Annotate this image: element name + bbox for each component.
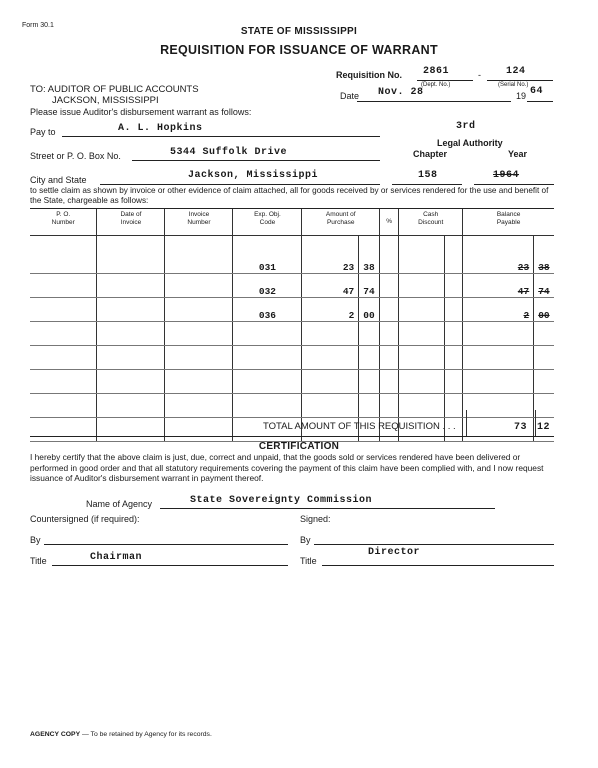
discount-cents-cell: [444, 298, 462, 322]
date-of-invoice-cell: [97, 370, 165, 394]
legal-authority-value: 3rd: [456, 121, 476, 132]
amount-dollars-cell: [302, 370, 359, 394]
po-number-cell: [30, 370, 97, 394]
claims-table: [30, 209, 554, 442]
date-of-invoice-cell: [97, 236, 165, 274]
exp-obj-code-cell: [233, 346, 302, 370]
table-row: [30, 236, 554, 274]
city-value: Jackson, Mississippi: [188, 170, 319, 181]
year-prefix: 19: [516, 91, 527, 101]
invoice-number-cell: [165, 298, 233, 322]
by-label-left: By: [30, 535, 41, 545]
pay-to-value: A. L. Hopkins: [118, 123, 203, 134]
total-label: TOTAL AMOUNT OF THIS REQUISITION . . .: [263, 421, 456, 432]
invoice-number-cell: [165, 418, 233, 442]
countersigned-label: Countersigned (if required):: [30, 514, 140, 524]
requisition-label: Requisition No.: [336, 70, 402, 80]
po-number-cell: [30, 274, 97, 298]
table-row: [30, 274, 554, 298]
amount-dollars-cell: 2: [302, 298, 359, 322]
po-number-cell: [30, 298, 97, 322]
right-title-value: Director: [368, 547, 421, 558]
total-cents: 12: [537, 422, 551, 433]
amount-cents-cell: 38: [359, 236, 380, 274]
col-amount-of-purchase: Amount of Purchase: [302, 209, 380, 236]
chapter-value: 158: [418, 170, 438, 181]
amount-dollars-cell: [302, 346, 359, 370]
percent-cell: [379, 236, 398, 274]
state-title: STATE OF MISSISSIPPI: [240, 26, 358, 37]
balance-dollars-cell: [463, 394, 534, 418]
date-of-invoice-cell: [97, 298, 165, 322]
percent-cell: [379, 274, 398, 298]
title-label-left: Title: [30, 556, 47, 566]
to-line1: TO: AUDITOR OF PUBLIC ACCOUNTS: [30, 84, 199, 95]
dept-label: (Dept. No.): [421, 82, 451, 88]
exp-obj-code-cell: 031: [233, 236, 302, 274]
table-row: [30, 370, 554, 394]
balance-cents-cell: 38: [534, 236, 554, 274]
discount-dollars-cell: [399, 236, 445, 274]
po-number-cell: [30, 236, 97, 274]
discount-cents-cell: [444, 394, 462, 418]
discount-cents-cell: [444, 236, 462, 274]
discount-cents-cell: [444, 322, 462, 346]
balance-cents-cell: [534, 370, 554, 394]
discount-cents-cell: [444, 346, 462, 370]
col-exp-obj-code: Exp. Obj. Code: [233, 209, 302, 236]
year-suffix: 64: [530, 86, 544, 97]
exp-obj-code-cell: [233, 394, 302, 418]
po-number-cell: [30, 346, 97, 370]
balance-dollars-cell: 47: [463, 274, 534, 298]
exp-obj-code-cell: 032: [233, 274, 302, 298]
street-label: Street or P. O. Box No.: [30, 151, 121, 161]
balance-cents-cell: [534, 322, 554, 346]
col-date-of-invoice: Date of Invoice: [97, 209, 165, 236]
amount-dollars-cell: [302, 322, 359, 346]
discount-dollars-cell: [399, 346, 445, 370]
col-cash-discount: Cash Discount: [399, 209, 463, 236]
form-number: Form 30.1: [22, 22, 54, 29]
table-row: [30, 298, 554, 322]
amount-cents-cell: 74: [359, 274, 380, 298]
amount-cents-cell: 00: [359, 298, 380, 322]
discount-dollars-cell: [399, 298, 445, 322]
percent-cell: [379, 370, 398, 394]
discount-cents-cell: [444, 274, 462, 298]
year-label: Year: [508, 149, 528, 159]
copy-label: AGENCY COPY: [30, 731, 81, 738]
discount-cents-cell: [444, 370, 462, 394]
certification-text: I hereby certify that the above claim is just, due, correct and unpaid, that the goods sold or services rendered have been delivered or performed in good order and that all statutory requirements covering the payment of this claim have been complied with, and I now request issuance of Auditor's disbursement warrant in payment thereof.: [30, 452, 544, 484]
date-label: Date: [340, 91, 360, 101]
percent-cell: [379, 298, 398, 322]
title-label-right: Title: [300, 556, 317, 566]
date-of-invoice-cell: [97, 322, 165, 346]
table-row: [30, 346, 554, 370]
balance-dollars-cell: [463, 346, 534, 370]
balance-dollars-cell: [463, 322, 534, 346]
balance-dollars-cell: 2: [463, 298, 534, 322]
balance-cents-cell: 74: [534, 274, 554, 298]
date-value: Nov. 28: [378, 87, 424, 98]
balance-dollars-cell: [463, 370, 534, 394]
col-invoice-number: Invoice Number: [165, 209, 233, 236]
total-dollars: 73: [514, 422, 528, 433]
left-title-value: Chairman: [90, 552, 143, 563]
invoice-number-cell: [165, 370, 233, 394]
date-of-invoice-cell: [97, 274, 165, 298]
agency-label: Name of Agency: [86, 499, 153, 509]
form-title: REQUISITION FOR ISSUANCE OF WARRANT: [160, 43, 438, 57]
amount-dollars-cell: 23: [302, 236, 359, 274]
serial-label: (Serial No.): [498, 82, 529, 88]
balance-dollars-cell: 23: [463, 236, 534, 274]
exp-obj-code-cell: [233, 322, 302, 346]
po-number-cell: [30, 322, 97, 346]
col-balance-payable: Balance Payable: [463, 209, 554, 236]
year-value: 1964: [493, 170, 520, 181]
chapter-label: Chapter: [413, 149, 448, 159]
amount-dollars-cell: [302, 394, 359, 418]
discount-dollars-cell: [399, 394, 445, 418]
copy-text: — To be retained by Agency for its records.: [80, 731, 212, 738]
street-value: 5344 Suffolk Drive: [170, 147, 288, 158]
invoice-number-cell: [165, 394, 233, 418]
date-of-invoice-cell: [97, 418, 165, 442]
settle-text: to settle claim as shown by invoice or other evidence of claim attached, all for goods received by or services rendered for the use and benefit of the State, chargeable as follows:: [30, 186, 549, 205]
date-of-invoice-cell: [97, 394, 165, 418]
to-line2: JACKSON, MISSISSIPPI: [52, 95, 159, 106]
invoice-number-cell: [165, 236, 233, 274]
invoice-number-cell: [165, 274, 233, 298]
discount-dollars-cell: [399, 274, 445, 298]
certification-title: CERTIFICATION: [258, 441, 340, 452]
col-percent: %: [379, 209, 398, 236]
date-of-invoice-cell: [97, 346, 165, 370]
invoice-number-cell: [165, 322, 233, 346]
balance-cents-cell: [534, 394, 554, 418]
percent-cell: [379, 394, 398, 418]
signed-label: Signed:: [300, 514, 331, 524]
percent-cell: [379, 322, 398, 346]
po-number-cell: [30, 418, 97, 442]
exp-obj-code-cell: 036: [233, 298, 302, 322]
amount-cents-cell: [359, 346, 380, 370]
amount-cents-cell: [359, 370, 380, 394]
table-header-row: [30, 209, 554, 236]
table-row: [30, 322, 554, 346]
discount-dollars-cell: [399, 370, 445, 394]
dept-number: 2861: [423, 66, 450, 77]
percent-cell: [379, 346, 398, 370]
footer: [30, 731, 212, 738]
serial-number: 124: [506, 66, 526, 77]
exp-obj-code-cell: [233, 370, 302, 394]
amount-cents-cell: [359, 322, 380, 346]
pay-to-label: Pay to: [30, 127, 56, 137]
table-row: [30, 394, 554, 418]
amount-dollars-cell: 47: [302, 274, 359, 298]
balance-cents-cell: 00: [534, 298, 554, 322]
discount-dollars-cell: [399, 322, 445, 346]
city-label: City and State: [30, 175, 87, 185]
legal-authority-label: Legal Authority: [437, 138, 503, 148]
instruction: Please issue Auditor's disbursement warrant as follows:: [30, 107, 252, 117]
by-label-right: By: [300, 535, 311, 545]
agency-value: State Sovereignty Commission: [190, 495, 373, 506]
amount-cents-cell: [359, 394, 380, 418]
po-number-cell: [30, 394, 97, 418]
invoice-number-cell: [165, 346, 233, 370]
balance-cents-cell: [534, 346, 554, 370]
col-po-number: P. O. Number: [30, 209, 97, 236]
